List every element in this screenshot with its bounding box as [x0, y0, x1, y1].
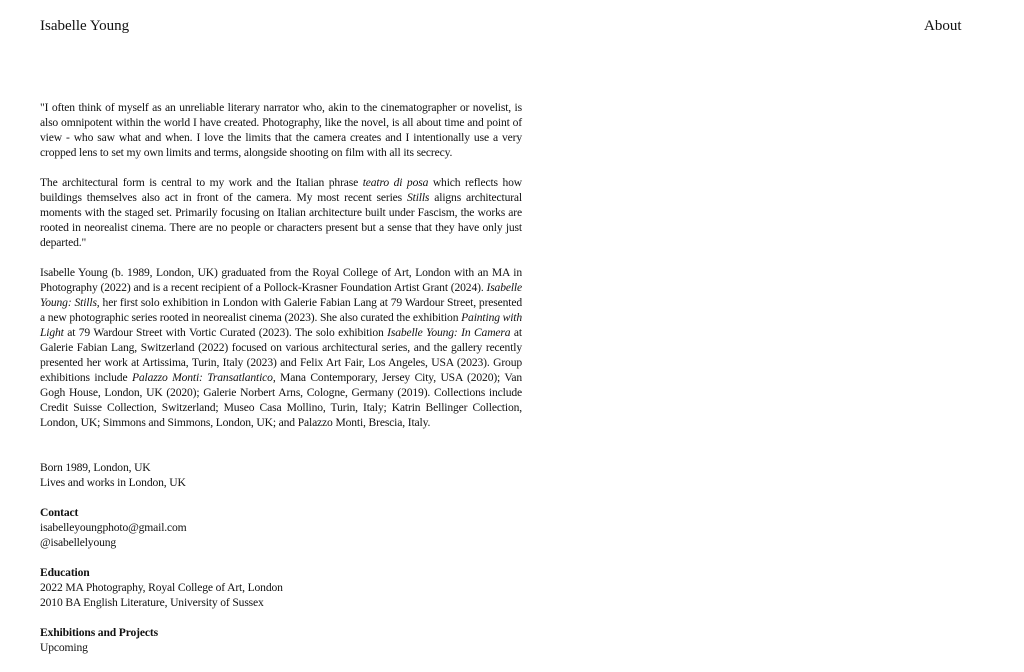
- lives-line: Lives and works in London, UK: [40, 476, 186, 489]
- statement-paragraph-1: "I often think of myself as an unreliable literary narrator who, akin to the cinematographer or novelist, is also omnipotent within the world I have created. Photography, like the novel, is all about time and point of view - who saw what and when. I love the limits that the camera creates and I intentionally use a very cropped lens to set my own limits and terms, alongside shooting on film with all its secrecy.: [40, 101, 522, 159]
- exhibition-title: Isabelle Young: Stills,: [40, 281, 522, 309]
- bio-paragraph: [40, 265, 522, 430]
- upcoming-label: Upcoming: [40, 641, 88, 654]
- term-teatro-di-posa: teatro di posa: [362, 176, 429, 189]
- exhibition-title: Painting with Light: [40, 311, 522, 339]
- instagram-link[interactable]: @isabellelyoung: [40, 536, 117, 549]
- born-line: Born 1989, London, UK: [40, 461, 151, 474]
- statement-text: The architectural form is central to my work and the Italian phrase: [40, 176, 363, 189]
- statement-text: which reflects how buildings themselves also act in front of the camera. My most recent series: [40, 176, 522, 204]
- statement-text: aligns architectural moments with the staged set. Primarily focusing on Italian architecture built under Fascism, the works are rooted in neorealist cinema. There are no people or characters present but a sense that they have only just departed.": [40, 191, 522, 249]
- statement-paragraph-2: [40, 175, 522, 250]
- education-heading: Education: [40, 566, 90, 579]
- spacer: [40, 490, 522, 505]
- info-section: [40, 460, 522, 655]
- exhibition-title: Palazzo Monti: Transatlantico: [131, 371, 273, 384]
- bio-text: her first solo exhibition in London with Galerie Fabian Lang at 79 Wardour Street, presented a new photographic series rooted in neorealist cinema (2023). She also curated the exhibition: [40, 296, 522, 324]
- exhibitions-heading: Exhibitions and Projects: [40, 626, 158, 639]
- bio-text: at Galerie Fabian Lang, Switzerland (2022) focused on various architectural series, and the gallery recently presented her work at Artissima, Turin, Italy (2023) and Felix Art Fair, Los Angeles, USA (2023). Group exhibitions include: [40, 326, 522, 384]
- bio-text: Isabelle Young (b. 1989, London, UK) graduated from the Royal College of Art, London with an MA in Photography (2022) and is a recent recipient of a Pollock-Krasner Foundation Artist Grant (2024).: [40, 266, 522, 294]
- bio-text: , Mana Contemporary, Jersey City, USA (2020); Van Gogh House, London, UK (2020); Galerie Norbert Arns, Cologne, Germany (2019). Collections include Credit Suisse Collection, Switzerland; Museo Casa Mollino, Turin, Italy; Katrin Bellinger Collection, London, UK; Simmons and Simmons, London, UK; and Palazzo Monti, Brescia, Italy.: [40, 371, 522, 429]
- series-title-stills: Stills: [407, 191, 430, 204]
- exhibition-title: Isabelle Young: In Camera: [387, 326, 511, 339]
- about-content: [40, 100, 522, 655]
- spacer: [40, 550, 522, 565]
- nav-about-link[interactable]: About: [924, 18, 962, 34]
- email-link[interactable]: isabelleyoungphoto@gmail.com: [40, 521, 187, 534]
- education-item: 2010 BA English Literature, University of Sussex: [40, 596, 264, 609]
- bio-text: at 79 Wardour Street with Vortic Curated (2023). The solo exhibition: [63, 326, 388, 339]
- contact-heading: Contact: [40, 506, 79, 519]
- spacer: [40, 610, 522, 625]
- site-name-link[interactable]: Isabelle Young: [40, 18, 130, 34]
- education-item: 2022 MA Photography, Royal College of Art, London: [40, 581, 283, 594]
